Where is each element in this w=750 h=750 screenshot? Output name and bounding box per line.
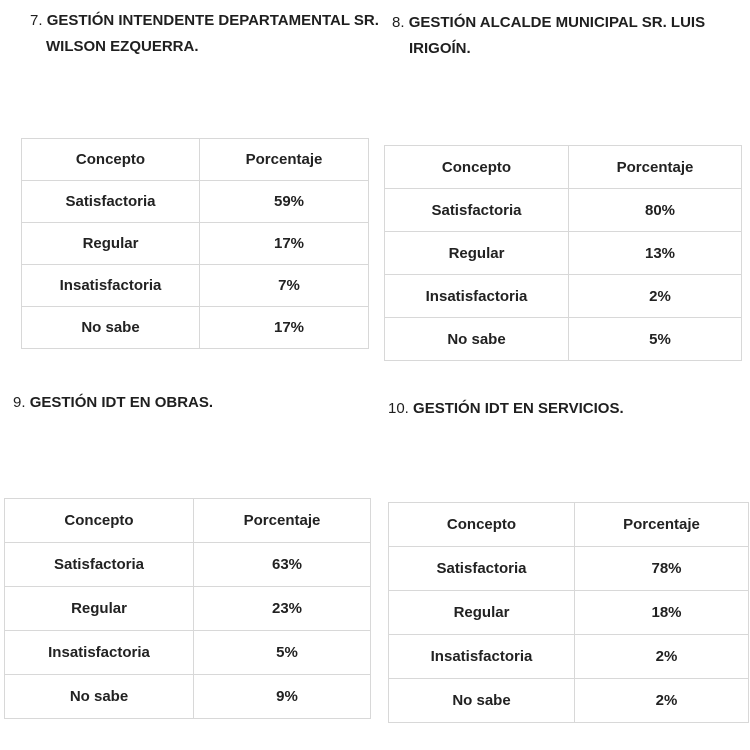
section-10-table bbox=[388, 502, 749, 723]
cell-concepto: Regular bbox=[5, 587, 194, 631]
section-8-title-line2: IRIGOÍN. bbox=[409, 40, 471, 57]
section-9-table bbox=[4, 498, 371, 719]
section-9-heading bbox=[13, 390, 213, 416]
header-concepto: Concepto bbox=[389, 503, 575, 547]
section-10-title-line1: GESTIÓN IDT EN SERVICIOS. bbox=[413, 400, 624, 417]
table-row bbox=[385, 318, 742, 361]
table-header-row bbox=[22, 139, 369, 181]
section-7-table bbox=[21, 138, 369, 349]
table-row bbox=[5, 631, 371, 675]
header-concepto: Concepto bbox=[22, 139, 200, 181]
section-10-heading bbox=[388, 396, 624, 422]
header-concepto: Concepto bbox=[5, 499, 194, 543]
table-row bbox=[22, 307, 369, 349]
header-porcentaje: Porcentaje bbox=[194, 499, 371, 543]
section-7-number: 7. bbox=[30, 12, 43, 29]
table-row bbox=[385, 275, 742, 318]
section-8-number: 8. bbox=[392, 14, 405, 31]
section-7-title-line1: GESTIÓN INTENDENTE DEPARTAMENTAL SR. bbox=[46, 12, 379, 29]
table-row bbox=[5, 543, 371, 587]
cell-porcentaje: 63% bbox=[194, 543, 371, 587]
table-row bbox=[389, 635, 749, 679]
cell-porcentaje: 80% bbox=[569, 189, 742, 232]
cell-porcentaje: 18% bbox=[575, 591, 749, 635]
cell-porcentaje: 13% bbox=[569, 232, 742, 275]
section-7-heading bbox=[30, 8, 379, 60]
cell-porcentaje: 23% bbox=[194, 587, 371, 631]
table-row bbox=[5, 675, 371, 719]
cell-concepto: Satisfactoria bbox=[5, 543, 194, 587]
section-9-number: 9. bbox=[13, 394, 26, 411]
cell-concepto: No sabe bbox=[5, 675, 194, 719]
cell-concepto: Insatisfactoria bbox=[385, 275, 569, 318]
cell-concepto: No sabe bbox=[22, 307, 200, 349]
section-10-number: 10. bbox=[388, 400, 409, 417]
cell-porcentaje: 17% bbox=[200, 307, 369, 349]
section-8-title-line1: GESTIÓN ALCALDE MUNICIPAL SR. LUIS bbox=[408, 14, 706, 31]
table-row bbox=[389, 591, 749, 635]
table-header-row bbox=[385, 146, 742, 189]
table-row bbox=[22, 181, 369, 223]
cell-porcentaje: 7% bbox=[200, 265, 369, 307]
cell-concepto: Insatisfactoria bbox=[22, 265, 200, 307]
cell-concepto: Regular bbox=[385, 232, 569, 275]
cell-concepto: Satisfactoria bbox=[389, 547, 575, 591]
section-8-table bbox=[384, 145, 742, 361]
cell-porcentaje: 17% bbox=[200, 223, 369, 265]
section-8-heading bbox=[392, 10, 705, 62]
table-row bbox=[22, 265, 369, 307]
header-concepto: Concepto bbox=[385, 146, 569, 189]
table-header-row bbox=[389, 503, 749, 547]
table-row bbox=[389, 547, 749, 591]
section-9-title-line1: GESTIÓN IDT EN OBRAS. bbox=[29, 394, 214, 411]
cell-porcentaje: 5% bbox=[569, 318, 742, 361]
cell-concepto: Regular bbox=[389, 591, 575, 635]
cell-concepto: Regular bbox=[22, 223, 200, 265]
cell-concepto: No sabe bbox=[385, 318, 569, 361]
table-row bbox=[5, 587, 371, 631]
cell-porcentaje: 5% bbox=[194, 631, 371, 675]
cell-concepto: No sabe bbox=[389, 679, 575, 723]
cell-porcentaje: 9% bbox=[194, 675, 371, 719]
header-porcentaje: Porcentaje bbox=[200, 139, 369, 181]
table-row bbox=[22, 223, 369, 265]
cell-porcentaje: 59% bbox=[200, 181, 369, 223]
table-row bbox=[389, 679, 749, 723]
table-row bbox=[385, 189, 742, 232]
header-porcentaje: Porcentaje bbox=[575, 503, 749, 547]
cell-concepto: Satisfactoria bbox=[385, 189, 569, 232]
section-7-title-line2: WILSON EZQUERRA. bbox=[46, 38, 199, 55]
cell-porcentaje: 2% bbox=[575, 635, 749, 679]
table-row bbox=[385, 232, 742, 275]
cell-porcentaje: 2% bbox=[575, 679, 749, 723]
cell-porcentaje: 2% bbox=[569, 275, 742, 318]
cell-concepto: Satisfactoria bbox=[22, 181, 200, 223]
cell-concepto: Insatisfactoria bbox=[389, 635, 575, 679]
header-porcentaje: Porcentaje bbox=[569, 146, 742, 189]
table-header-row bbox=[5, 499, 371, 543]
cell-concepto: Insatisfactoria bbox=[5, 631, 194, 675]
cell-porcentaje: 78% bbox=[575, 547, 749, 591]
